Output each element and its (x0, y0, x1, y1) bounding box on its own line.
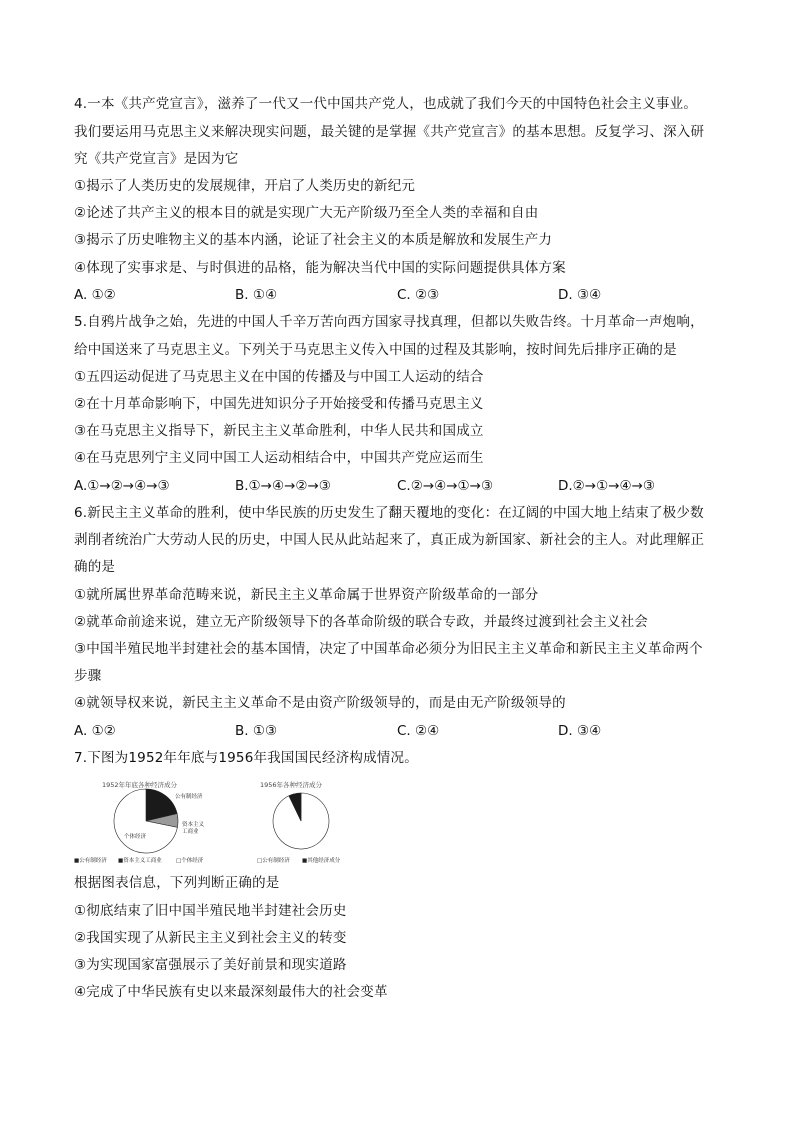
chart-1956-pie (273, 793, 329, 849)
q4-stem-line-2: 我们要运用马克思主义来解决现实问题，最关键的是掌握《共产党宣言》的基本思想。反复学习、深入研 (74, 124, 705, 140)
q4-stem-line-1: 4.一本《共产党宣言》，滋养了一代又一代中国共产党人，也成就了我们今天的中国特色社会主义事业。 (74, 96, 698, 112)
q5-option-c[interactable]: C.②→④→①→③ (397, 478, 494, 494)
q4-item-2: ②论述了共产主义的根本目的就是实现广大无产阶级乃至全人类的幸福和自由 (74, 205, 539, 221)
q7-item-4: ④完成了中华民族有史以来最深刻最伟大的社会变革 (74, 984, 388, 1000)
q6-stem-line-1: 6.新民主主义革命的胜利，使中华民族的历史发生了翻天覆地的变化：在辽阔的中国大地上结束了极少数 (74, 505, 704, 521)
q7-item-1: ①彻底结束了旧中国半殖民地半封建社会历史 (74, 903, 347, 919)
q5-stem-line-2: 给中国送来了马克思主义。下列关于马克思主义传入中国的过程及其影响，按时间先后排序正确的是 (74, 342, 677, 358)
q7-question: 根据图表信息，下列判断正确的是 (74, 875, 280, 891)
chart-1952-legend-capitalist: ■资本主义工商业 (118, 858, 162, 864)
q4-option-d[interactable]: D. ③④ (558, 287, 602, 303)
q5-item-1: ①五四运动促进了马克思主义在中国的传播及与中国工人运动的结合 (74, 369, 484, 385)
q4-item-1: ①揭示了人类历史的发展规律，开启了人类历史的新纪元 (74, 178, 416, 194)
q6-option-d[interactable]: D. ③④ (558, 723, 602, 739)
q6-options (74, 720, 734, 742)
q6-item-1: ①就所属世界革命范畴来说，新民主主义革命属于世界资产阶级革命的一部分 (74, 587, 539, 603)
chart-1956-title: 1956年各种经济成分 (260, 781, 323, 789)
q4-option-a[interactable]: A. ①② (74, 287, 116, 303)
chart-1952-slice-label-capitalist-2: 工商业 (182, 829, 199, 835)
q6-item-3-line-2: 步骤 (74, 668, 102, 684)
chart-1956-legend-public: □公有制经济 (257, 858, 290, 864)
q4-item-3: ③揭示了历史唯物主义的基本内涵，论证了社会主义的本质是解放和发展生产力 (74, 232, 553, 248)
economy-pie-charts (74, 776, 374, 868)
chart-1952-slice-label-capitalist-1: 资本主义 (182, 822, 205, 828)
q6-stem-line-2: 剥削者统治广大劳动人民的历史，中国人民从此站起来了，真正成为新国家、新社会的主人。对此理解正 (74, 532, 705, 548)
q5-option-a[interactable]: A.①→②→④→③ (74, 478, 170, 494)
q5-item-3: ③在马克思主义指导下，新民主主义革命胜利，中华人民共和国成立 (74, 423, 484, 439)
q6-option-b[interactable]: B. ①③ (235, 723, 278, 739)
q5-option-b[interactable]: B.①→④→②→③ (235, 478, 331, 494)
chart-1952-legend-individual: □个体经济 (176, 858, 204, 864)
chart-1952-slice-label-public: 公有制经济 (175, 794, 203, 800)
q6-item-2: ②就革命前途来说，建立无产阶级领导下的各革命阶级的联合专政，并最终过渡到社会主义社会 (74, 614, 649, 630)
q5-item-4: ④在马克思列宁主义同中国工人运动相结合中，中国共产党应运而生 (74, 450, 484, 466)
chart-1952-legend-public: ■公有制经济 (74, 858, 107, 864)
q6-item-3-line-1: ③中国半殖民地半封建社会的基本国情，决定了中国革命必须分为旧民主主义革命和新民主主义革命两个 (74, 641, 703, 657)
q7-item-2: ②我国实现了从新民主主义到社会主义的转变 (74, 930, 347, 946)
q4-stem-line-3: 究《共产党宣言》是因为它 (74, 151, 239, 167)
chart-1952-slice-label-individual: 个体经济 (124, 834, 147, 840)
q7-stem: 7.下图为1952年年底与1956年我国国民经济构成情况。 (74, 750, 418, 766)
q6-option-a[interactable]: A. ①② (74, 723, 116, 739)
q5-option-d[interactable]: D.②→①→④→③ (558, 478, 656, 494)
q4-option-c[interactable]: C. ②③ (397, 287, 440, 303)
q4-option-b[interactable]: B. ①④ (235, 287, 278, 303)
q5-stem-line-1: 5.自鸦片战争之始，先进的中国人千辛万苦向西方国家寻找真理，但都以失败告终。十月革命一声炮响， (74, 314, 704, 330)
chart-1952-title: 1952年年底各种经济成分 (102, 781, 178, 789)
chart-1956-legend-other: ■其他经济成分 (302, 858, 341, 864)
q6-option-c[interactable]: C. ②④ (397, 723, 440, 739)
q5-item-2: ②在十月革命影响下，中国先进知识分子开始接受和传播马克思主义 (74, 396, 484, 412)
q4-options (74, 284, 734, 306)
chart-1952-pie (114, 789, 178, 853)
q6-item-4: ④就领导权来说，新民主主义革命不是由资产阶级领导的，而是由无产阶级领导的 (74, 695, 566, 711)
q5-options (74, 475, 734, 497)
q7-item-3: ③为实现国家富强展示了美好前景和现实道路 (74, 957, 347, 973)
q6-stem-line-3: 确的是 (74, 559, 116, 575)
q4-item-4: ④体现了实事求是、与时俱进的品格，能为解决当代中国的实际问题提供具体方案 (74, 260, 566, 276)
